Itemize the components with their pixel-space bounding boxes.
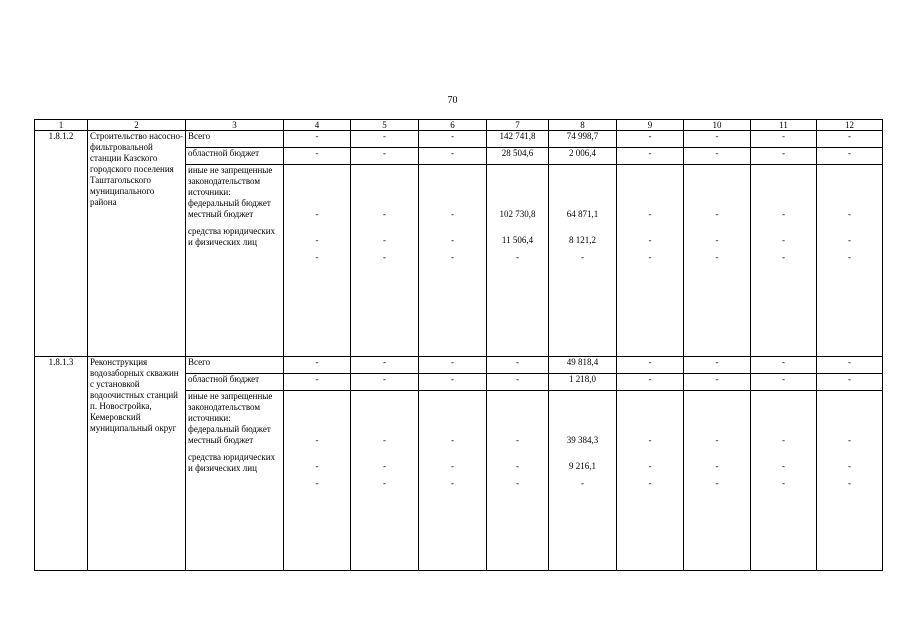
local-value: - bbox=[315, 235, 319, 245]
page-number: 70 bbox=[447, 95, 458, 106]
value-cell: - bbox=[617, 374, 684, 391]
value-cell: - bbox=[684, 357, 751, 374]
local-value: - bbox=[383, 461, 386, 471]
local-value: - bbox=[451, 461, 454, 471]
column-header: 1 bbox=[35, 120, 88, 131]
value-cell: - bbox=[751, 131, 817, 148]
column-header: 3 bbox=[186, 120, 284, 131]
other-sources-label: иные не запрещенные законодательством источники: bbox=[188, 165, 273, 197]
federal-value: 64 871,1 bbox=[566, 209, 599, 219]
value-stack-cell bbox=[751, 165, 817, 357]
source-label: Всего bbox=[186, 131, 284, 148]
value-cell: - bbox=[817, 148, 883, 165]
value-cell: - bbox=[351, 357, 419, 374]
value-cell: 28 504,6 bbox=[487, 148, 549, 165]
value-cell: - bbox=[351, 148, 419, 165]
federal-label: федеральный бюджет bbox=[188, 198, 271, 208]
column-header: 5 bbox=[351, 120, 419, 131]
value-stack-cell bbox=[617, 391, 684, 571]
federal-value: - bbox=[848, 209, 851, 219]
private-value: - bbox=[782, 478, 785, 488]
value-stack-cell bbox=[817, 165, 883, 357]
value-cell: 142 741,8 bbox=[487, 131, 549, 148]
other-sources-cell bbox=[186, 165, 284, 357]
value-cell: - bbox=[487, 357, 549, 374]
federal-value: 102 730,8 bbox=[499, 209, 536, 219]
local-value: - bbox=[848, 235, 851, 245]
federal-value: - bbox=[715, 435, 719, 445]
column-header: 4 bbox=[284, 120, 351, 131]
value-cell: 74 998,7 bbox=[549, 131, 617, 148]
value-cell: - bbox=[684, 131, 751, 148]
value-cell: - bbox=[487, 374, 549, 391]
column-header: 10 bbox=[684, 120, 751, 131]
federal-value: - bbox=[315, 209, 319, 219]
value-stack-cell bbox=[284, 391, 351, 571]
federal-value: - bbox=[383, 209, 386, 219]
private-value: - bbox=[383, 478, 386, 488]
value-cell: - bbox=[419, 131, 487, 148]
federal-label: федеральный бюджет bbox=[188, 424, 271, 434]
source-label: областной бюджет bbox=[186, 374, 284, 391]
project-total-row bbox=[35, 131, 883, 148]
value-cell: - bbox=[817, 357, 883, 374]
federal-value: - bbox=[715, 209, 719, 219]
value-cell: - bbox=[351, 374, 419, 391]
column-header: 11 bbox=[751, 120, 817, 131]
value-cell: - bbox=[817, 131, 883, 148]
value-cell: - bbox=[419, 374, 487, 391]
local-value: - bbox=[383, 235, 386, 245]
private-value: - bbox=[451, 478, 454, 488]
local-value: - bbox=[848, 461, 851, 471]
local-label: местный бюджет bbox=[188, 209, 254, 219]
value-cell: - bbox=[419, 357, 487, 374]
private-value: - bbox=[715, 252, 719, 262]
project-name: Реконструкция водозаборных скважин с установкой водоочистных станций п. Новостройка, Кемеровский муниципальный округ bbox=[88, 357, 186, 571]
column-header: 7 bbox=[487, 120, 549, 131]
source-label: областной бюджет bbox=[186, 148, 284, 165]
budget-table bbox=[34, 119, 883, 571]
value-stack-cell bbox=[419, 165, 487, 357]
federal-value: - bbox=[782, 209, 785, 219]
other-sources-label: иные не запрещенные законодательством источники: bbox=[188, 391, 273, 423]
private-value: - bbox=[648, 252, 652, 262]
column-header: 2 bbox=[88, 120, 186, 131]
local-value: - bbox=[782, 461, 785, 471]
value-stack-cell bbox=[684, 165, 751, 357]
value-cell: 2 006,4 bbox=[549, 148, 617, 165]
federal-value: - bbox=[648, 435, 652, 445]
private-value: - bbox=[782, 252, 785, 262]
value-stack-cell bbox=[751, 391, 817, 571]
private-value: - bbox=[581, 252, 584, 262]
private-value: - bbox=[581, 478, 584, 488]
other-sources-cell bbox=[186, 391, 284, 571]
local-value: - bbox=[451, 235, 454, 245]
value-stack-cell bbox=[549, 165, 617, 357]
value-cell: 49 818,4 bbox=[549, 357, 617, 374]
value-cell: - bbox=[684, 148, 751, 165]
private-label: средства юридических и физических лиц bbox=[188, 452, 276, 473]
value-cell: - bbox=[351, 131, 419, 148]
local-value: 9 216,1 bbox=[569, 461, 596, 471]
value-stack-cell bbox=[684, 391, 751, 571]
value-cell: - bbox=[284, 357, 351, 374]
federal-value: - bbox=[782, 435, 785, 445]
source-label: Всего bbox=[186, 357, 284, 374]
project-name: Строительство насосно-фильтровальной станции Казского городского поселения Таштагольского муниципального района bbox=[88, 131, 186, 357]
private-value: - bbox=[648, 478, 652, 488]
federal-value: - bbox=[451, 209, 454, 219]
local-value: - bbox=[715, 235, 719, 245]
federal-value: - bbox=[516, 435, 519, 445]
value-stack-cell bbox=[817, 391, 883, 571]
private-value: - bbox=[848, 252, 851, 262]
value-cell: - bbox=[284, 374, 351, 391]
value-cell: - bbox=[617, 357, 684, 374]
value-stack-cell bbox=[617, 165, 684, 357]
local-value: - bbox=[648, 235, 652, 245]
project-code: 1.8.1.2 bbox=[35, 131, 88, 357]
local-value: - bbox=[782, 235, 785, 245]
federal-value: 39 384,3 bbox=[566, 435, 599, 445]
private-value: - bbox=[516, 252, 519, 262]
federal-value: - bbox=[315, 435, 319, 445]
local-value: - bbox=[315, 461, 319, 471]
value-stack-cell bbox=[419, 391, 487, 571]
value-stack-cell bbox=[284, 165, 351, 357]
value-stack-cell bbox=[487, 165, 549, 357]
private-value: - bbox=[451, 252, 454, 262]
value-stack-cell bbox=[549, 391, 617, 571]
value-cell: - bbox=[284, 131, 351, 148]
private-value: - bbox=[848, 478, 851, 488]
value-cell: - bbox=[617, 148, 684, 165]
value-cell: - bbox=[751, 374, 817, 391]
federal-value: - bbox=[848, 435, 851, 445]
column-header: 8 bbox=[549, 120, 617, 131]
column-header: 6 bbox=[419, 120, 487, 131]
value-cell: - bbox=[617, 131, 684, 148]
private-value: - bbox=[315, 252, 319, 262]
private-value: - bbox=[383, 252, 386, 262]
local-value: 8 121,2 bbox=[569, 235, 596, 245]
value-cell: - bbox=[817, 374, 883, 391]
column-header: 9 bbox=[617, 120, 684, 131]
value-stack-cell bbox=[351, 391, 419, 571]
local-value: - bbox=[516, 461, 519, 471]
private-label: средства юридических и физических лиц bbox=[188, 226, 276, 247]
federal-value: - bbox=[648, 209, 652, 219]
value-cell: - bbox=[284, 148, 351, 165]
value-cell: - bbox=[751, 148, 817, 165]
local-label: местный бюджет bbox=[188, 435, 254, 445]
project-total-row bbox=[35, 357, 883, 374]
federal-value: - bbox=[451, 435, 454, 445]
value-stack-cell bbox=[487, 391, 549, 571]
project-code: 1.8.1.3 bbox=[35, 357, 88, 571]
header-row bbox=[35, 120, 883, 131]
column-header: 12 bbox=[817, 120, 883, 131]
federal-value: - bbox=[383, 435, 386, 445]
value-cell: - bbox=[419, 148, 487, 165]
local-value: - bbox=[715, 461, 719, 471]
value-cell: 1 218,0 bbox=[549, 374, 617, 391]
private-value: - bbox=[715, 478, 719, 488]
local-value: - bbox=[648, 461, 652, 471]
value-cell: - bbox=[684, 374, 751, 391]
value-stack-cell bbox=[351, 165, 419, 357]
private-value: - bbox=[516, 478, 519, 488]
value-cell: - bbox=[751, 357, 817, 374]
local-value: 11 506,4 bbox=[501, 235, 534, 245]
private-value: - bbox=[315, 478, 319, 488]
